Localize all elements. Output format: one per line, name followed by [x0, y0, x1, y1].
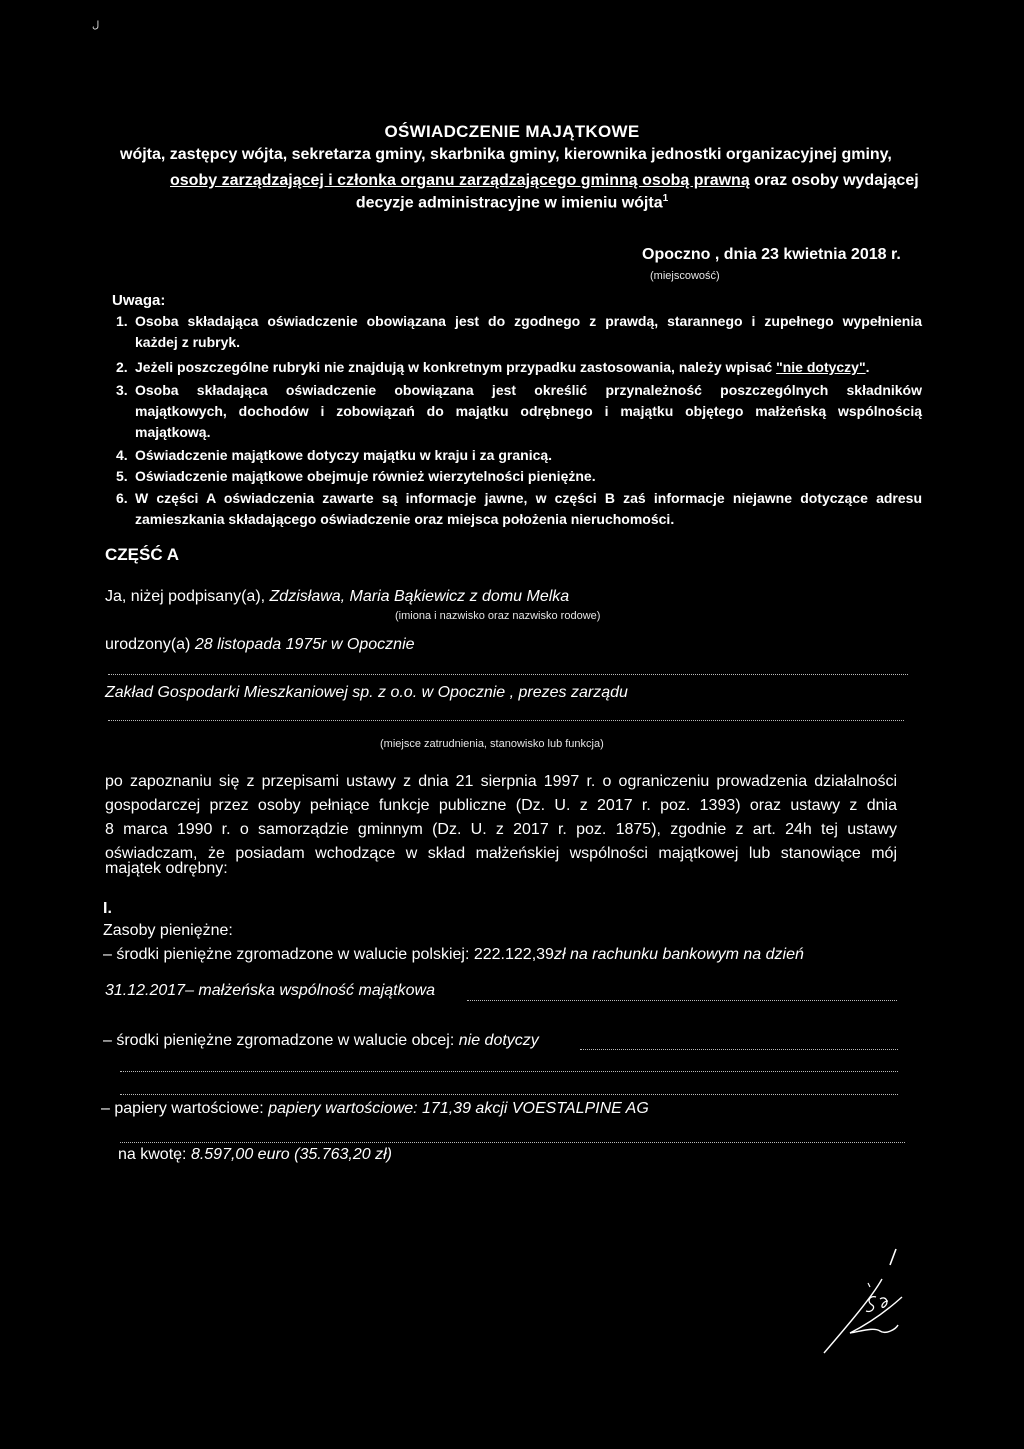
foreign-line	[103, 1032, 539, 1050]
note-line: Osoba składająca oświadczenie obowiązana jest określić przynależność poszczególnych składników	[135, 382, 922, 398]
subtitle-rest: oraz osoby wydającej	[749, 172, 919, 189]
subtitle-underlined: osoby zarządzającej i członka organu zarządzającego gminną osobą prawną	[170, 172, 750, 189]
note-number: 3.	[116, 382, 128, 398]
born-prefix: urodzony(a)	[105, 636, 195, 653]
securities-line	[101, 1100, 649, 1118]
statement-line: 8 marca 1990 r. o samorządzie gminnym (Dz. U. z 2017 r. poz. 1875), zgodnie z art. 24h tej ustawy	[105, 821, 897, 838]
dotted-line	[580, 1049, 898, 1050]
statement-line: po zapoznaniu się z przepisami ustawy z dnia 21 sierpnia 1997 r. o ograniczeniu prowadzenia działalności	[105, 773, 897, 790]
dotted-line	[120, 1142, 905, 1143]
amount-label: na kwotę:	[118, 1146, 191, 1163]
document-title: OŚWIADCZENIE MAJĄTKOWE	[384, 122, 640, 141]
note-number: 6.	[116, 490, 128, 506]
dotted-line	[467, 1000, 897, 1001]
securities-value-field[interactable]: papiery wartościowe: 171,39 akcji VOESTALPINE AG	[268, 1100, 649, 1117]
note-text-end: .	[865, 359, 870, 375]
note-number: 1.	[116, 313, 128, 329]
dotted-line	[108, 674, 908, 675]
note-line: Oświadczenie majątkowe obejmuje również wierzytelności pieniężne.	[135, 468, 596, 484]
birth-date-place-field[interactable]: 28 listopada 1975r w Opocznie	[194, 636, 415, 653]
footnote-mark: 1	[662, 193, 669, 204]
foreign-value-field[interactable]: nie dotyczy	[458, 1032, 539, 1049]
amount-line	[118, 1146, 392, 1164]
note-line: każdej z rubryk.	[135, 334, 241, 350]
subtitle-line-2	[170, 172, 919, 190]
subtitle-line-3	[0, 193, 1024, 212]
section-roman: I.	[103, 900, 112, 917]
pln-label: – środki pieniężne zgromadzone w walucie polskiej: 222.122,39	[103, 946, 554, 963]
pln-line	[103, 946, 804, 964]
corner-mark: ل	[92, 20, 100, 31]
note-line: Osoba składająca oświadczenie obowiązana jest do zgodnego z prawdą, starannego i zupełnego wypełnienia	[135, 313, 922, 329]
securities-label: – papiery wartościowe:	[101, 1100, 269, 1117]
dotted-line	[120, 1071, 898, 1072]
amount-value-field[interactable]: 8.597,00 euro (35.763,20 zł)	[190, 1146, 392, 1163]
part-a-heading: CZĘŚĆ A	[105, 545, 179, 564]
note-line: zamieszkania składającego oświadczenie oraz miejsca położenia nieruchomości.	[135, 511, 675, 527]
employment-field[interactable]: Zakład Gospodarki Mieszkaniowej sp. z o.o. w Opocznie , prezes zarządu	[105, 684, 628, 701]
employment-caption: (miejsce zatrudnienia, stanowisko lub funkcja)	[380, 738, 604, 750]
born-line	[105, 636, 415, 654]
place-date: Opoczno , dnia 23 kwietnia 2018 r.	[642, 246, 901, 263]
statement-line: gospodarczej przez osoby pełniące funkcje publiczne (Dz. U. z 2017 r. poz. 1393) oraz ustawy z dnia	[105, 797, 897, 814]
note-number: 4.	[116, 447, 128, 463]
section-heading: Zasoby pieniężne:	[103, 922, 233, 939]
pln-line-2-field[interactable]: 31.12.2017– małżeńska wspólność majątkowa	[105, 982, 435, 999]
declarant-name-field[interactable]: Zdzisława, Maria Bąkiewicz z domu Melka	[269, 588, 570, 605]
statement-line: oświadczam, że posiadam wchodzące w skład małżeńskiej wspólności majątkowej lub stanowiące mój	[105, 845, 897, 862]
dotted-line	[120, 1094, 898, 1095]
pln-value-field[interactable]: zł na rachunku bankowym na dzień	[553, 946, 804, 963]
note-number: 5.	[116, 468, 128, 484]
subtitle-line-1: wójta, zastępcy wójta, sekretarza gminy, skarbnika gminy, kierownika jednostki organizacyjnej gminy,	[120, 146, 892, 163]
foreign-label: – środki pieniężne zgromadzone w walucie obcej:	[103, 1032, 459, 1049]
statement-line: majątek odrębny:	[105, 860, 228, 877]
note-underlined: "nie dotyczy"	[776, 359, 866, 375]
note-line: W części A oświadczenia zawarte są informacje jawne, w części B zaś informacje niejawne dotyczące adresu	[135, 490, 922, 506]
place-caption: (miejscowość)	[650, 270, 720, 282]
note-line: Oświadczenie majątkowe dotyczy majątku w kraju i za granicą.	[135, 447, 553, 463]
note-line: majątkowych, dochodów i zobowiązań do majątku odrębnego i majątku objętego małżeńską wspólnością	[135, 403, 922, 419]
note-line	[135, 359, 870, 375]
note-line: majątkową.	[135, 424, 211, 440]
name-caption: (imiona i nazwisko oraz nazwisko rodowe)	[395, 610, 601, 622]
declarant-prefix: Ja, niżej podpisany(a),	[105, 588, 270, 605]
dotted-line	[108, 720, 904, 721]
declarant-line	[105, 588, 569, 606]
note-text: Jeżeli poszczególne rubryki nie znajdują w konkretnym przypadku zastosowania, należy wpisać	[135, 359, 777, 375]
notes-heading: Uwaga:	[112, 292, 166, 309]
note-number: 2.	[116, 359, 128, 375]
handwritten-signature	[810, 1235, 910, 1365]
subtitle-line-3-text: decyzje administracyjne w imieniu wójta	[355, 194, 663, 212]
